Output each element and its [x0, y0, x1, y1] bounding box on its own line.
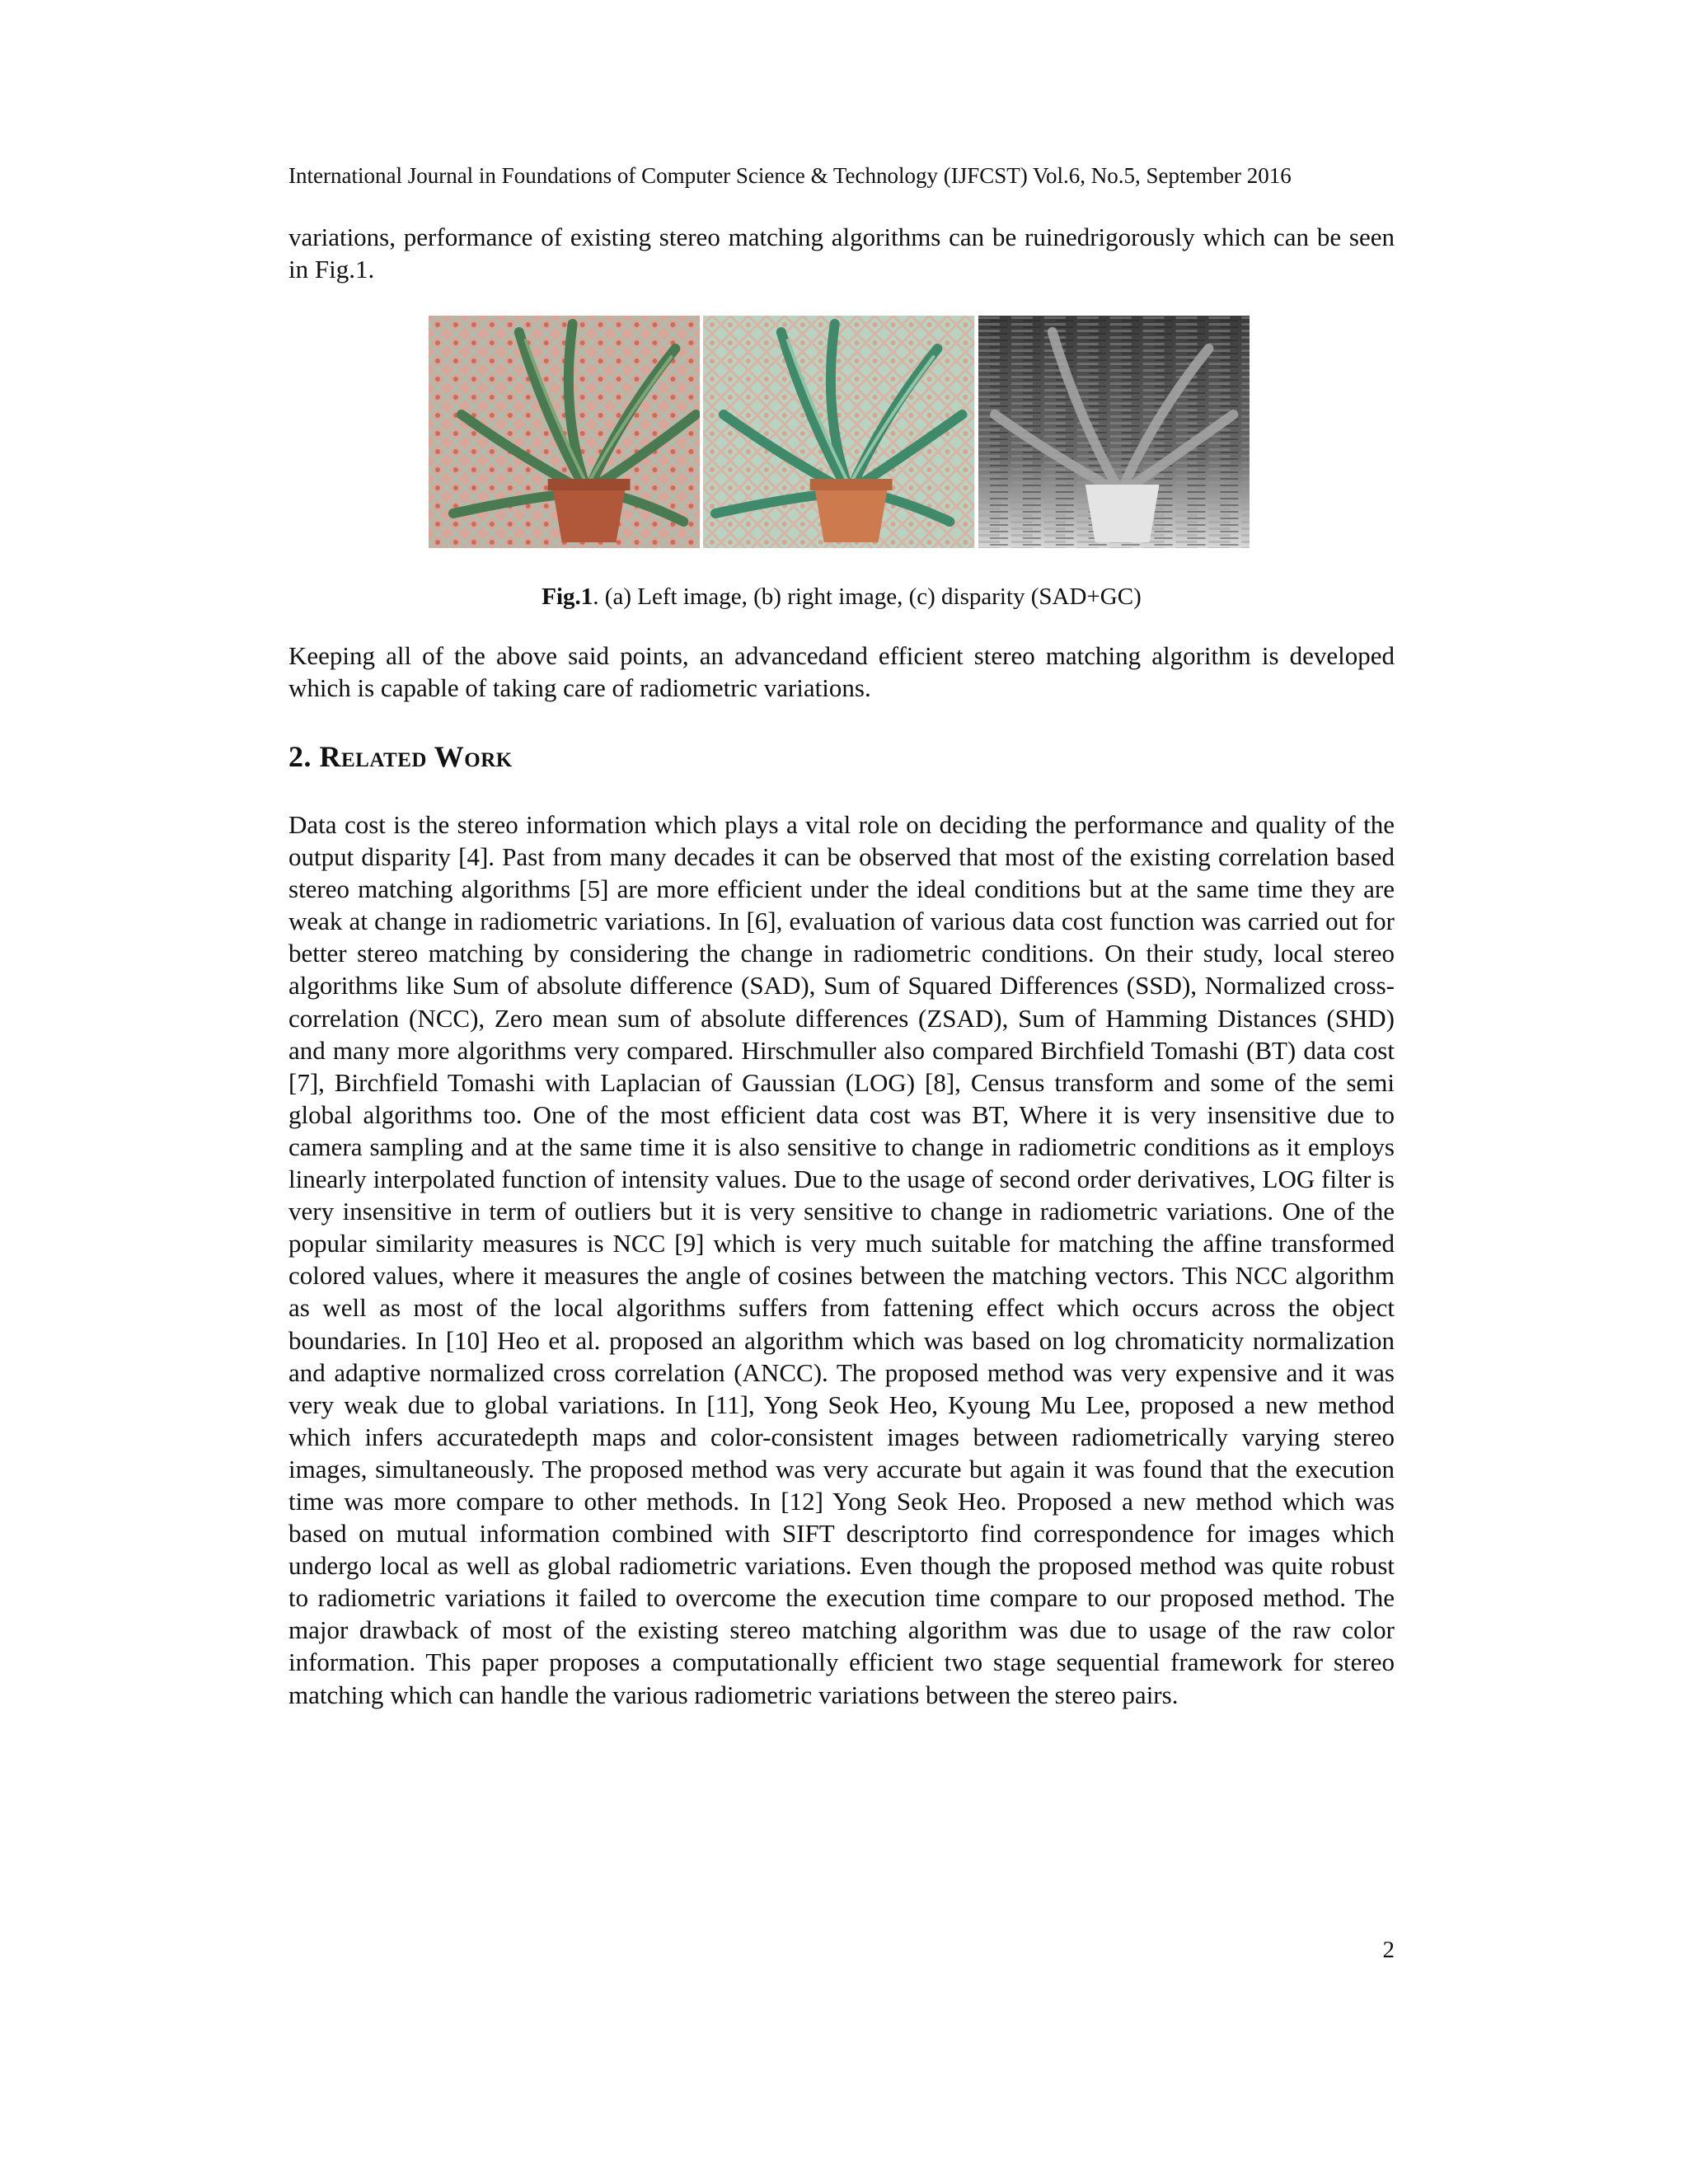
keeping-paragraph: Keeping all of the above said points, an advancedand efficient stereo matching algorithm is developed which is capable of taking care of radiometric variations.	[288, 641, 1395, 703]
figure-caption	[288, 582, 1395, 612]
disparity-image	[978, 316, 1250, 548]
running-head: International Journal in Foundations of Computer Science & Technology (IJFCST) Vol.6, No.5, September 2016	[288, 163, 1292, 188]
page-number: 2	[1382, 1937, 1395, 1963]
caption-text: . (a) Left image, (b) right image, (c) disparity (SAD+GC)	[593, 583, 1142, 610]
intro-paragraph: variations, performance of existing stereo matching algorithms can be ruinedrigorously which can be seen in Fig.1.	[288, 223, 1395, 284]
right-image	[703, 316, 974, 548]
related-work-paragraph: Data cost is the stereo information which plays a vital role on deciding the performance and quality of the output disparity [4]. Past from many decades it can be observed that most of the existing correlation based stereo matching algorithms [5] are more efficient under the ideal conditions but at the same time they are weak at change in radiometric variations. In [6], evaluation of various data cost function was carried out for better stereo matching by considering the change in radiometric conditions. On their study, local stereo algorithms like Sum of absolute difference (SAD), Sum of Squared Differences (SSD), Normalized cross-correlation (NCC), Zero mean sum of absolute differences (ZSAD), Sum of Hamming Distances (SHD) and many more algorithms very compared. Hirschmuller also compared Birchfield Tomashi (BT) data cost [7], Birchfield Tomashi with Laplacian of Gaussian (LOG) [8], Census transform and some of the semi global algorithms too. One of the most efficient data cost was BT, Where it is very insensitive due to camera sampling and at the same time it is also sensitive to change in radiometric conditions as it employs linearly interpolated function of intensity values. Due to the usage of second order derivatives, LOG filter is very insensitive in term of outliers but it is very sensitive to change in radiometric variations. One of the popular similarity measures is NCC [9] which is very much suitable for matching the affine transformed colored values, where it measures the angle of cosines between the matching vectors. This NCC algorithm as well as most of the local algorithms suffers from fattening effect which occurs across the object boundaries. In [10] Heo et al. proposed an algorithm which was based on log chromaticity normalization and adaptive normalized cross correlation (ANCC). The proposed method was very expensive and it was very weak due to global variations. In [11], Yong Seok Heo, Kyoung Mu Lee, proposed a new method which infers accuratedepth maps and color-consistent images between radiometrically varying stereo images, simultaneously. The proposed method was very accurate but again it was found that the execution time was more compare to other methods. In [12] Yong Seok Heo. Proposed a new method which was based on mutual information combined with SIFT descriptorto find correspondence for images which undergo local as well as global radiometric variations. Even though the proposed method was quite robust to radiometric variations it failed to overcome the execution time compare to our proposed method. The major drawback of most of the existing stereo matching algorithm was due to usage of the raw color information. This paper proposes a computationally efficient two stage sequential framework for stereo matching which can handle the various radiometric variations between the stereo pairs.	[288, 810, 1395, 1709]
caption-label: Fig.1	[542, 583, 593, 610]
left-image	[429, 316, 700, 548]
section-heading: 2. Related Work	[288, 740, 513, 773]
figure-1	[429, 316, 1250, 548]
